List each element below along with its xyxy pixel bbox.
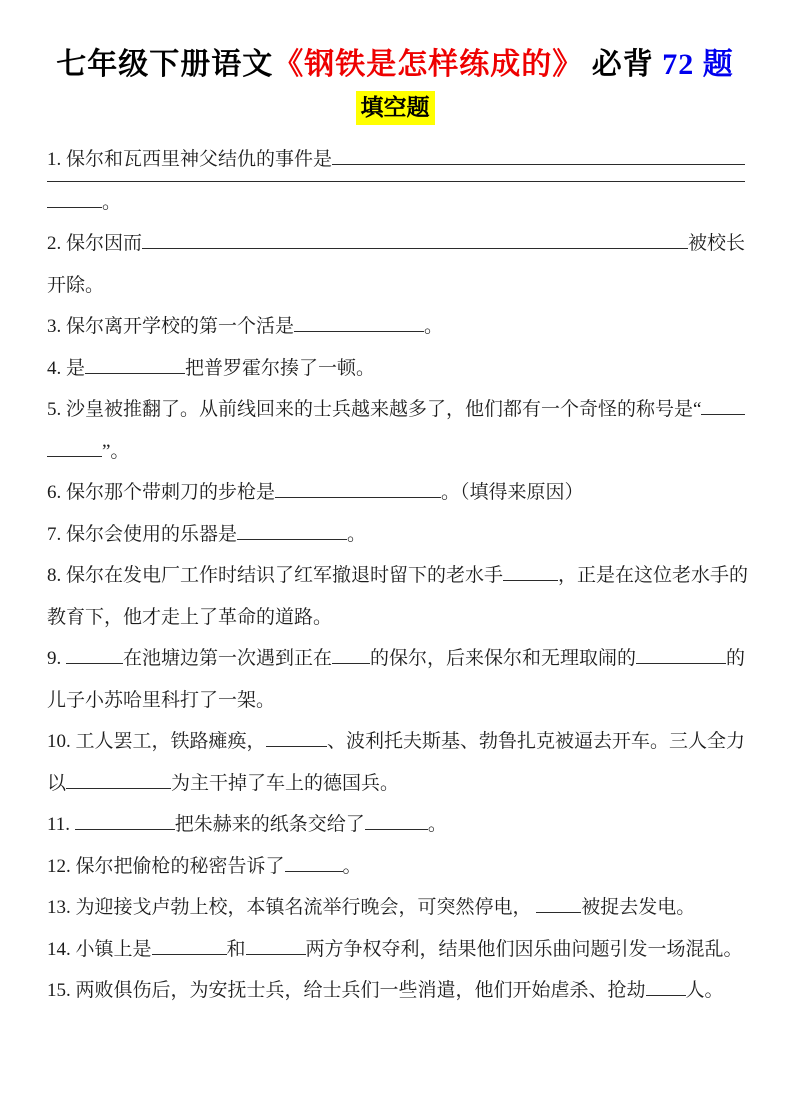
question-text: 把普罗霍尔揍了一顿。 bbox=[185, 357, 376, 379]
blank-field bbox=[503, 580, 558, 581]
question-text: 5. 沙皇被推翻了。从前线回来的士兵越来越多了，他们都有一个奇怪的称号是“ bbox=[47, 399, 702, 420]
questions-list bbox=[47, 139, 749, 1012]
blank-field bbox=[237, 539, 347, 540]
question-3 bbox=[47, 306, 745, 348]
question-text: 的保尔，后来保尔和无理取闹的 bbox=[370, 648, 637, 669]
question-14 bbox=[47, 929, 745, 971]
question-line bbox=[47, 638, 745, 680]
question-7 bbox=[47, 514, 745, 556]
question-text: ”。 bbox=[102, 440, 130, 462]
blank-field bbox=[294, 331, 424, 332]
blank-field bbox=[75, 829, 175, 830]
question-text: 。 bbox=[102, 191, 122, 213]
question-line bbox=[47, 139, 745, 181]
question-text: 被捉去发电。 bbox=[581, 897, 696, 918]
question-line bbox=[47, 389, 745, 431]
question-text: 。 bbox=[424, 316, 444, 337]
question-text: 6. 保尔那个带刺刀的步枪是 bbox=[47, 482, 276, 503]
question-text: 开除。 bbox=[47, 274, 105, 296]
question-text: 2. 保尔因而 bbox=[47, 233, 143, 254]
blank-field bbox=[47, 181, 745, 182]
question-line bbox=[47, 846, 745, 888]
question-text: 教育下，他才走上了革命的道路。 bbox=[47, 606, 333, 628]
question-text: 以 bbox=[47, 772, 67, 794]
question-text: 两方争权夺利，结果他们因乐曲问题引发一场混乱。 bbox=[305, 938, 743, 960]
question-text: 8. 保尔在发电厂工作时结识了红军撤退时留下的老水手 bbox=[47, 565, 504, 586]
question-text: 14. 小镇上是 bbox=[47, 938, 152, 960]
page-title bbox=[36, 44, 754, 86]
blank-field bbox=[266, 746, 327, 747]
question-text: 12. 保尔把偷枪的秘密告诉了 bbox=[47, 855, 285, 877]
question-10 bbox=[47, 721, 745, 804]
question-15 bbox=[47, 970, 745, 1012]
question-line bbox=[47, 721, 745, 763]
question-text: 把朱赫来的纸条交给了 bbox=[174, 814, 365, 835]
question-line bbox=[47, 348, 745, 390]
question-line bbox=[47, 514, 745, 556]
question-text: 为主干掉了车上的德国兵。 bbox=[171, 772, 400, 794]
question-text: 和 bbox=[226, 938, 246, 960]
section-heading: 填空题 bbox=[356, 91, 435, 125]
title-segment: 七年级下册语文 bbox=[56, 48, 274, 81]
question-13 bbox=[47, 887, 745, 929]
question-line bbox=[47, 306, 745, 348]
question-text: 4. 是 bbox=[47, 357, 86, 379]
blank-field bbox=[332, 663, 370, 664]
question-text: 3. 保尔离开学校的第一个活是 bbox=[47, 316, 295, 337]
question-text: 、波利托夫斯基、勃鲁扎克被逼去开车。三人全力 bbox=[326, 731, 745, 752]
question-line bbox=[47, 265, 745, 307]
blank-field bbox=[47, 207, 102, 208]
question-9 bbox=[47, 638, 745, 721]
question-text: 13. 为迎接戈卢勃上校，本镇名流举行晚会，可突然停电， bbox=[47, 897, 537, 918]
question-text: ，正是在这位老水手的 bbox=[558, 565, 749, 586]
question-text: 15. 两败俱伤后，为安抚士兵，给士兵们一些消遣，他们开始虐杀、抢劫 bbox=[47, 980, 646, 1001]
question-line bbox=[47, 431, 745, 473]
blank-field bbox=[536, 912, 581, 913]
title-segment: 《钢铁是怎样练成的》 bbox=[273, 48, 584, 81]
blank-field bbox=[285, 871, 343, 872]
question-line bbox=[47, 929, 745, 971]
question-text: 11. bbox=[47, 814, 75, 835]
question-line bbox=[47, 223, 745, 265]
question-11 bbox=[47, 804, 745, 846]
question-text: 9. bbox=[47, 648, 66, 669]
question-line bbox=[47, 555, 749, 597]
question-2 bbox=[47, 223, 745, 306]
question-line bbox=[47, 182, 745, 224]
blank-field bbox=[142, 248, 688, 249]
blank-field bbox=[275, 497, 441, 498]
title-segment: 72 题 bbox=[662, 48, 734, 81]
question-text: 在池塘边第一次遇到正在 bbox=[123, 648, 333, 669]
question-4 bbox=[47, 348, 745, 390]
question-text: 儿子小苏哈里科打了一架。 bbox=[47, 689, 276, 711]
question-text: 。（填得来原因） bbox=[441, 482, 584, 503]
question-line bbox=[47, 181, 745, 182]
blank-field bbox=[636, 663, 726, 664]
question-text: 。 bbox=[347, 523, 367, 545]
question-line bbox=[47, 680, 745, 722]
blank-field bbox=[332, 164, 745, 165]
question-text: 1. 保尔和瓦西里神父结仇的事件是 bbox=[47, 149, 333, 170]
question-line bbox=[47, 763, 745, 805]
question-5 bbox=[47, 389, 745, 472]
question-text: 被校长 bbox=[687, 233, 745, 254]
title-segment: 必背 bbox=[583, 48, 663, 81]
question-line bbox=[47, 804, 745, 846]
blank-field bbox=[365, 829, 428, 830]
question-text: 10. 工人罢工，铁路瘫痪， bbox=[47, 731, 266, 752]
blank-field bbox=[646, 995, 686, 996]
question-line bbox=[47, 970, 745, 1012]
question-6 bbox=[47, 472, 745, 514]
blank-field bbox=[246, 954, 306, 955]
question-line bbox=[47, 887, 745, 929]
blank-field bbox=[701, 414, 745, 415]
question-text: 的 bbox=[725, 648, 745, 669]
question-line bbox=[47, 597, 745, 639]
question-line bbox=[47, 472, 745, 514]
question-8 bbox=[47, 555, 749, 638]
question-text: 7. 保尔会使用的乐器是 bbox=[47, 523, 238, 545]
blank-field bbox=[85, 373, 185, 374]
section-heading-row bbox=[0, 91, 790, 127]
blank-field bbox=[47, 456, 102, 457]
blank-field bbox=[152, 954, 227, 955]
question-text: 。 bbox=[342, 855, 362, 877]
question-text: 人。 bbox=[685, 980, 724, 1001]
question-12 bbox=[47, 846, 745, 888]
blank-field bbox=[66, 788, 171, 789]
question-text: 。 bbox=[427, 814, 447, 835]
blank-field bbox=[66, 663, 123, 664]
question-1 bbox=[47, 139, 745, 223]
